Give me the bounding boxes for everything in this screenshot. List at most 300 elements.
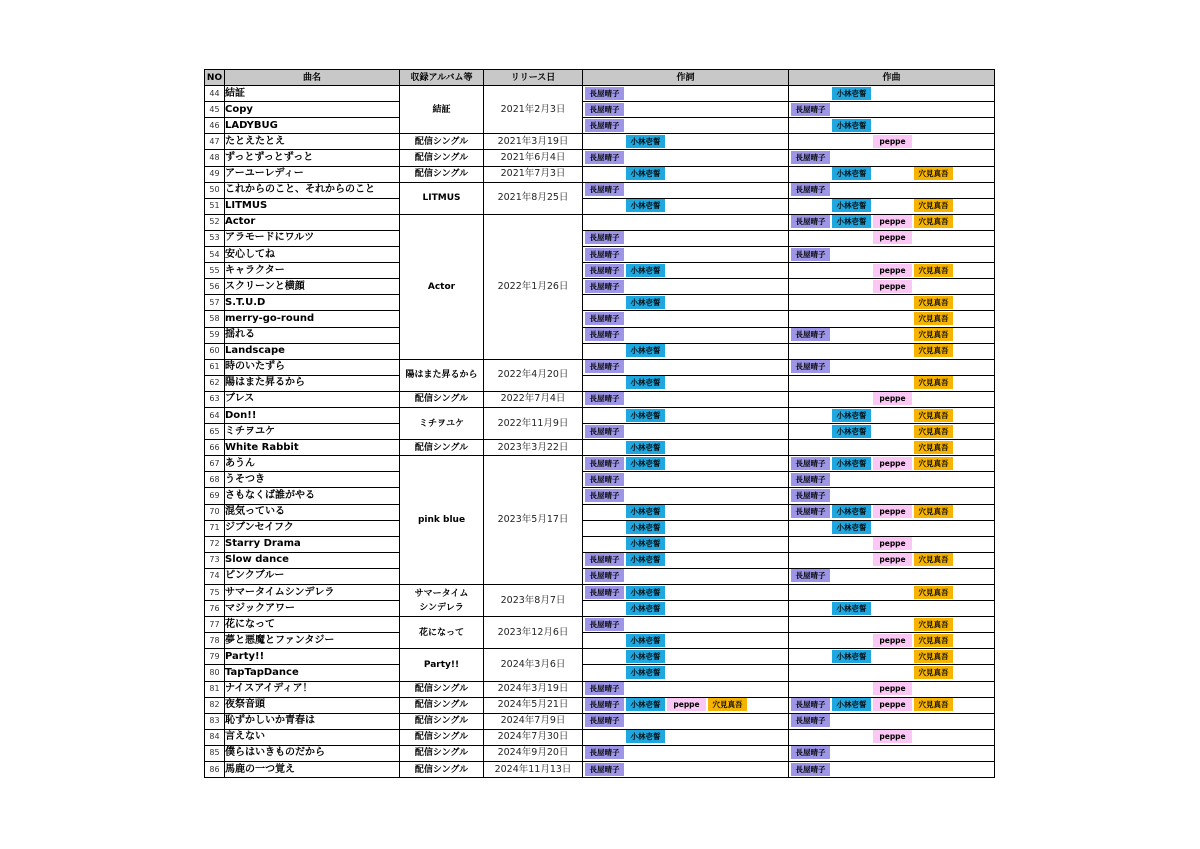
credit-chip-naga: 長屋晴子 [585,360,624,373]
credit-slot-anami [914,344,955,358]
release-date: 2021年8月25日 [484,182,583,214]
music-credit-cell [789,585,995,601]
table-row [205,343,995,359]
credit-chip-naga: 長屋晴子 [585,698,624,711]
release-date: 2024年11月13日 [484,762,583,778]
credit-chip-anami: 穴見真吾 [914,328,953,341]
credit-slot-peppe [667,425,708,439]
credit-slot-anami [708,344,749,358]
credit-slot-koba [832,489,873,503]
lyrics-credit-cell [583,279,789,295]
song-title: 安心してね [225,247,400,263]
credit-slot-anami [708,586,749,600]
song-title: 時のいたずら [225,359,400,375]
credit-chip-koba: 小林壱誓 [626,666,665,679]
music-credit-cell [789,762,995,778]
song-number: 51 [205,198,225,214]
credit-slot-naga [791,392,832,406]
credit-slot-koba [832,328,873,342]
music-credit-cell [789,102,995,118]
lyrics-credit-cell [583,424,789,440]
table-row [205,198,995,214]
lyrics-credit-cell [583,375,789,391]
credit-chip-anami: 穴見真吾 [914,215,953,228]
credit-slot-koba [832,312,873,326]
credit-chip-anami: 穴見真吾 [914,634,953,647]
credit-slot-naga [585,553,626,567]
credit-slot-anami [708,312,749,326]
song-number: 72 [205,536,225,552]
music-credit-chips [789,134,994,149]
credit-slot-peppe [667,569,708,583]
song-number: 69 [205,488,225,504]
credit-slot-anami [914,473,955,487]
music-credit-chips [789,295,994,310]
music-credit-chips [789,521,994,536]
credit-chip-naga: 長屋晴子 [791,569,830,582]
credit-slot-naga [791,763,832,777]
lyrics-credit-cell [583,198,789,214]
credit-chip-naga: 長屋晴子 [585,103,624,116]
credit-chip-peppe: peppe [873,215,912,228]
release-date: 2021年3月19日 [484,134,583,150]
credit-slot-naga [791,746,832,760]
credit-slot-koba [832,553,873,567]
header-no: NO [205,70,225,86]
credit-chip-naga: 長屋晴子 [585,586,624,599]
credit-chip-koba: 小林壱誓 [832,650,871,663]
credit-slot-anami [914,489,955,503]
credit-slot-naga [791,537,832,551]
music-credit-cell [789,713,995,729]
credit-slot-peppe [667,328,708,342]
music-credit-cell [789,375,995,391]
credit-chip-peppe: peppe [873,392,912,405]
music-credit-cell [789,198,995,214]
credit-slot-naga [585,441,626,455]
credit-slot-anami [708,666,749,680]
music-credit-chips [789,682,994,697]
credit-slot-koba [626,682,667,696]
song-number: 57 [205,295,225,311]
credit-chip-peppe: peppe [873,682,912,695]
credit-slot-koba [832,119,873,133]
credit-slot-peppe [667,586,708,600]
credit-slot-naga [585,87,626,101]
album-name: 結証 [400,86,484,134]
lyrics-credit-cell [583,504,789,520]
album-name: ミチヲユケ [400,407,484,439]
credit-slot-anami [708,151,749,165]
credit-chip-peppe: peppe [873,553,912,566]
credit-slot-peppe [873,505,914,519]
song-number: 61 [205,359,225,375]
credit-chip-koba: 小林壱誓 [832,215,871,228]
credit-chip-koba: 小林壱誓 [626,409,665,422]
credit-slot-peppe [667,312,708,326]
lyrics-credit-chips [583,360,788,375]
credit-chip-koba: 小林壱誓 [626,457,665,470]
music-credit-cell [789,295,995,311]
credit-slot-naga [585,473,626,487]
credit-slot-naga [791,409,832,423]
song-title: 花になって [225,617,400,633]
credit-slot-koba [832,183,873,197]
credit-slot-anami [914,553,955,567]
release-date: 2023年3月22日 [484,440,583,456]
song-title: うそつき [225,472,400,488]
credit-chip-koba: 小林壱誓 [626,441,665,454]
table-row [205,150,995,166]
credit-slot-naga [585,763,626,777]
credit-slot-peppe [873,586,914,600]
credit-slot-naga [791,650,832,664]
credit-chip-naga: 長屋晴子 [585,264,624,277]
lyrics-credit-cell [583,552,789,568]
credit-slot-naga [791,167,832,181]
credit-chip-naga: 長屋晴子 [791,183,830,196]
credit-slot-peppe [667,215,708,229]
music-credit-chips [789,328,994,343]
credit-slot-naga [585,682,626,696]
credit-slot-peppe [873,457,914,471]
song-number: 53 [205,230,225,246]
song-title: ピンクブルー [225,568,400,584]
credit-slot-koba [626,666,667,680]
credit-slot-peppe [873,521,914,535]
credit-slot-koba [832,473,873,487]
credit-slot-anami [914,618,955,632]
music-credit-chips [789,392,994,407]
credit-slot-naga [585,409,626,423]
song-number: 82 [205,697,225,713]
music-credit-chips [789,311,994,326]
credit-chip-koba: 小林壱誓 [832,199,871,212]
lyrics-credit-cell [583,488,789,504]
music-credit-chips [789,360,994,375]
credit-chip-naga: 長屋晴子 [585,312,624,325]
credit-slot-peppe [667,714,708,728]
credit-slot-anami [914,264,955,278]
credit-slot-naga [585,489,626,503]
album-name: 花になって [400,617,484,649]
credit-slot-naga [585,730,626,744]
credit-slot-peppe [667,441,708,455]
credit-chip-koba: 小林壱誓 [626,698,665,711]
table-body [205,86,995,778]
credit-slot-peppe [667,553,708,567]
credit-slot-naga [585,167,626,181]
credit-slot-peppe [873,634,914,648]
credit-slot-koba [626,360,667,374]
credit-chip-anami: 穴見真吾 [914,650,953,663]
music-credit-cell [789,359,995,375]
credit-chip-koba: 小林壱誓 [832,602,871,615]
table-row [205,440,995,456]
credit-slot-anami [914,457,955,471]
music-credit-chips [789,183,994,198]
music-credit-chips [789,762,994,777]
credit-slot-peppe [667,103,708,117]
credit-chip-peppe: peppe [873,698,912,711]
credit-slot-anami [708,763,749,777]
credit-slot-naga [585,344,626,358]
credit-slot-peppe [873,489,914,503]
table-row [205,552,995,568]
song-title: キャラクター [225,263,400,279]
credit-chip-peppe: peppe [873,231,912,244]
lyrics-credit-cell [583,440,789,456]
lyrics-credit-cell [583,601,789,617]
credit-slot-anami [914,215,955,229]
credit-chip-koba: 小林壱誓 [832,457,871,470]
credit-slot-anami [914,151,955,165]
music-credit-chips [789,553,994,568]
song-title: 混気っている [225,504,400,520]
credit-slot-peppe [667,457,708,471]
credit-slot-peppe [873,87,914,101]
credit-chip-koba: 小林壱誓 [832,698,871,711]
credit-slot-anami [708,199,749,213]
album-name: 配信シングル [400,745,484,761]
table-row [205,247,995,263]
credit-slot-peppe [873,231,914,245]
header-release-date: リリース日 [484,70,583,86]
credit-chip-naga: 長屋晴子 [585,746,624,759]
song-number: 49 [205,166,225,182]
credit-slot-naga [585,650,626,664]
release-date: 2024年5月21日 [484,697,583,713]
song-title: アーユーレディー [225,166,400,182]
credit-slot-peppe [667,666,708,680]
credit-slot-peppe [873,537,914,551]
music-credit-cell [789,697,995,713]
table-row [205,230,995,246]
lyrics-credit-cell [583,343,789,359]
credit-slot-peppe [873,618,914,632]
credit-slot-koba [626,151,667,165]
credit-slot-peppe [667,183,708,197]
table-row [205,681,995,697]
credit-slot-naga [791,634,832,648]
table-row [205,520,995,536]
table-row [205,424,995,440]
lyrics-credit-chips [583,167,788,182]
table-row [205,745,995,761]
credit-slot-koba [626,280,667,294]
music-credit-cell [789,440,995,456]
lyrics-credit-cell [583,150,789,166]
credit-slot-naga [585,537,626,551]
lyrics-credit-cell [583,536,789,552]
credit-slot-peppe [667,87,708,101]
music-credit-cell [789,279,995,295]
credit-chip-koba: 小林壱誓 [626,730,665,743]
song-number: 77 [205,617,225,633]
credit-slot-anami [914,87,955,101]
song-title: あうん [225,456,400,472]
credit-slot-anami [914,376,955,390]
song-credits-table [204,69,995,778]
credit-slot-koba [626,392,667,406]
lyrics-credit-chips [583,424,788,439]
credit-slot-anami [914,666,955,680]
album-name: 配信シングル [400,697,484,713]
credit-slot-anami [708,231,749,245]
credit-slot-naga [585,264,626,278]
credit-chip-naga: 長屋晴子 [791,746,830,759]
lyrics-credit-cell [583,472,789,488]
credit-slot-naga [585,135,626,149]
credit-slot-anami [708,167,749,181]
credit-slot-naga [585,103,626,117]
credit-slot-anami [914,505,955,519]
song-number: 52 [205,214,225,230]
credit-slot-peppe [873,682,914,696]
credit-slot-koba [832,199,873,213]
credit-slot-koba [626,344,667,358]
credit-slot-naga [585,602,626,616]
music-credit-chips [789,118,994,133]
credit-chip-naga: 長屋晴子 [791,763,830,776]
credit-slot-naga [791,183,832,197]
release-date: 2024年7月9日 [484,713,583,729]
credit-slot-anami [708,119,749,133]
table-row [205,327,995,343]
credit-chip-koba: 小林壱誓 [626,602,665,615]
music-credit-cell [789,118,995,134]
song-title: ミチヲユケ [225,424,400,440]
lyrics-credit-chips [583,86,788,101]
song-number: 46 [205,118,225,134]
credit-slot-koba [832,264,873,278]
music-credit-cell [789,568,995,584]
table-row [205,456,995,472]
song-title: TapTapDance [225,665,400,681]
music-credit-cell [789,182,995,198]
song-title: スクリーンと横顔 [225,279,400,295]
music-credit-cell [789,263,995,279]
credit-slot-peppe [873,151,914,165]
credit-slot-koba [626,634,667,648]
lyrics-credit-cell [583,391,789,407]
song-title: 馬鹿の一つ覚え [225,762,400,778]
credit-slot-peppe [873,569,914,583]
song-title: これからのこと、それからのこと [225,182,400,198]
music-credit-chips [789,247,994,262]
credit-slot-naga [791,135,832,149]
song-title: S.T.U.D [225,295,400,311]
credit-chip-anami: 穴見真吾 [708,698,747,711]
credit-chip-naga: 長屋晴子 [791,103,830,116]
music-credit-chips [789,569,994,584]
album-name: 配信シングル [400,713,484,729]
music-credit-chips [789,150,994,165]
lyrics-credit-cell [583,359,789,375]
table-row [205,617,995,633]
credit-slot-peppe [667,682,708,696]
credit-slot-koba [832,135,873,149]
credit-chip-naga: 長屋晴子 [585,280,624,293]
song-title: マジックアワー [225,601,400,617]
music-credit-cell [789,617,995,633]
credit-slot-naga [585,183,626,197]
credit-chip-anami: 穴見真吾 [914,553,953,566]
credit-slot-koba [832,167,873,181]
credit-slot-naga [585,425,626,439]
credit-slot-peppe [873,312,914,326]
credit-slot-peppe [667,650,708,664]
music-credit-chips [789,263,994,278]
credit-slot-naga [585,215,626,229]
credit-slot-naga [585,231,626,245]
credit-slot-naga [791,714,832,728]
album-name: 陽はまた昇るから [400,359,484,391]
credit-slot-koba [832,409,873,423]
lyrics-credit-cell [583,230,789,246]
credit-slot-naga [791,248,832,262]
credit-slot-koba [626,473,667,487]
credit-chip-anami: 穴見真吾 [914,344,953,357]
lyrics-credit-chips [583,263,788,278]
credit-slot-koba [832,231,873,245]
music-credit-chips [789,505,994,520]
table-row [205,649,995,665]
credit-chip-naga: 長屋晴子 [585,569,624,582]
credit-slot-anami [914,135,955,149]
credit-slot-anami [914,231,955,245]
lyrics-credit-chips [583,247,788,262]
credit-slot-anami [708,103,749,117]
header-music: 作曲 [789,70,995,86]
credit-slot-peppe [667,280,708,294]
credit-slot-naga [585,457,626,471]
credit-slot-koba [832,280,873,294]
song-number: 58 [205,311,225,327]
album-name: pink blue [400,456,484,585]
credit-slot-koba [626,296,667,310]
credit-slot-koba [626,650,667,664]
music-credit-chips [789,633,994,648]
credit-chip-peppe: peppe [873,634,912,647]
credit-slot-naga [585,634,626,648]
credit-chip-koba: 小林壱誓 [832,87,871,100]
lyrics-credit-cell [583,649,789,665]
credit-slot-naga [791,618,832,632]
credit-slot-peppe [873,392,914,406]
credit-chip-naga: 長屋晴子 [791,151,830,164]
music-credit-cell [789,601,995,617]
song-number: 64 [205,407,225,423]
table-row [205,295,995,311]
music-credit-chips [789,279,994,294]
lyrics-credit-chips [583,231,788,246]
music-credit-chips [789,86,994,101]
credit-slot-anami [914,698,955,712]
credit-slot-peppe [667,392,708,406]
music-credit-chips [789,199,994,214]
credit-slot-peppe [667,360,708,374]
table-row [205,407,995,423]
credit-slot-koba [626,698,667,712]
credit-chip-naga: 長屋晴子 [791,457,830,470]
music-credit-chips [789,102,994,117]
song-number: 62 [205,375,225,391]
music-credit-cell [789,150,995,166]
song-title: 言えない [225,729,400,745]
music-credit-cell [789,665,995,681]
credit-chip-naga: 長屋晴子 [585,473,624,486]
